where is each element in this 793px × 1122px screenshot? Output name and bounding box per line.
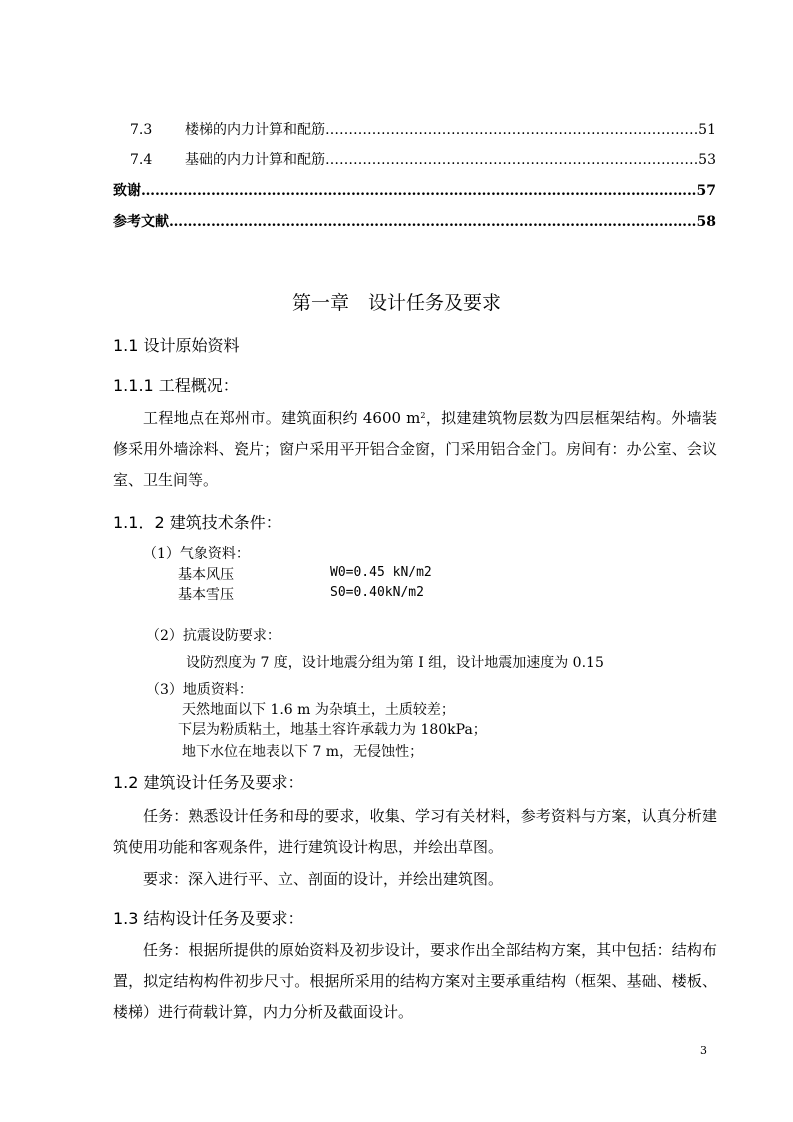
subsection-heading: 1.1．2 建筑技术条件： [113, 513, 282, 532]
toc-title: 基础的内力计算和配筋 [185, 152, 325, 168]
page-number: 3 [700, 1044, 707, 1057]
toc-entry[interactable] [113, 214, 716, 230]
toc-title: 致谢 [113, 183, 141, 199]
subsection-heading: 1.1.1 工程概况： [113, 376, 239, 395]
section-heading: 1.2 建筑设计任务及要求： [113, 773, 304, 792]
geo-line: 天然地面以下 1.6 m 为杂填土，土质较差； [182, 702, 455, 718]
toc-entry[interactable] [113, 122, 716, 138]
list-heading: （3）地质资料： [146, 682, 253, 698]
toc-entry[interactable] [113, 152, 716, 168]
toc-leader [325, 152, 697, 168]
struct-task-paragraph: 任务：根据所提供的原始资料及初步设计，要求作出全部结构方案，其中包括：结构布置，拟定结构构件初步尺寸。根据所采用的结构方案对主要承重结构（框架、基础、楼板、楼梯）进行荷载计算，内力分析及截面设计。 [113, 941, 717, 1021]
toc-title: 楼梯的内力计算和配筋 [185, 122, 325, 138]
section-heading: 1.3 结构设计任务及要求： [113, 909, 304, 928]
arch-req-paragraph: 要求：深入进行平、立、剖面的设计，并绘出建筑图。 [143, 870, 504, 888]
toc-entry[interactable] [113, 183, 716, 199]
superscript: 2 [420, 411, 426, 420]
arch-task-paragraph: 任务：熟悉设计任务和母的要求，收集、学习有关材料，参考资料与方案，认真分析建筑使用功能和客观条件，进行建筑设计构思，并绘出草图。 [113, 807, 717, 856]
wind-label: 基本风压 [178, 567, 234, 583]
toc-number: 7.4 [130, 152, 153, 168]
list-heading: （2）抗震设防要求： [146, 628, 281, 644]
toc-title: 参考文献 [113, 214, 169, 230]
toc-page: 51 [698, 122, 716, 138]
overview-text-2: ，拟建建筑物层数为四层框架结构。外墙装修采用外墙涂料、瓷片；窗户采用平开铝合金窗，门采用铝合金门。房间有：办公室、会议室、卫生间等。 [113, 409, 717, 489]
list-heading: （1）气象资料： [143, 546, 250, 562]
toc-page: 53 [698, 152, 716, 168]
snow-value: S0=0.40kN/m2 [330, 585, 424, 600]
toc-leader [325, 122, 697, 138]
section-heading: 1.1 设计原始资料 [113, 336, 240, 355]
toc-leader [169, 214, 696, 230]
toc-leader [141, 183, 696, 199]
snow-label: 基本雪压 [178, 587, 234, 603]
wind-value: W0=0.45 kN/m2 [330, 565, 432, 580]
overview-paragraph [113, 403, 717, 496]
seismic-text: 设防烈度为 7 度，设计地震分组为第 I 组，设计地震加速度为 0.15 [186, 655, 604, 671]
chapter-title: 第一章 设计任务及要求 [291, 292, 501, 314]
toc-page: 57 [696, 183, 716, 199]
geo-line: 地下水位在地表以下 7 m，无侵蚀性； [182, 744, 424, 760]
toc-page: 58 [696, 214, 716, 230]
overview-text-1: 工程地点在郑州市。建筑面积约 4600 m [143, 409, 421, 427]
geo-line: 下层为粉质粘土，地基土容许承载力为 180kPa； [178, 722, 487, 738]
toc-number: 7.3 [130, 122, 153, 138]
